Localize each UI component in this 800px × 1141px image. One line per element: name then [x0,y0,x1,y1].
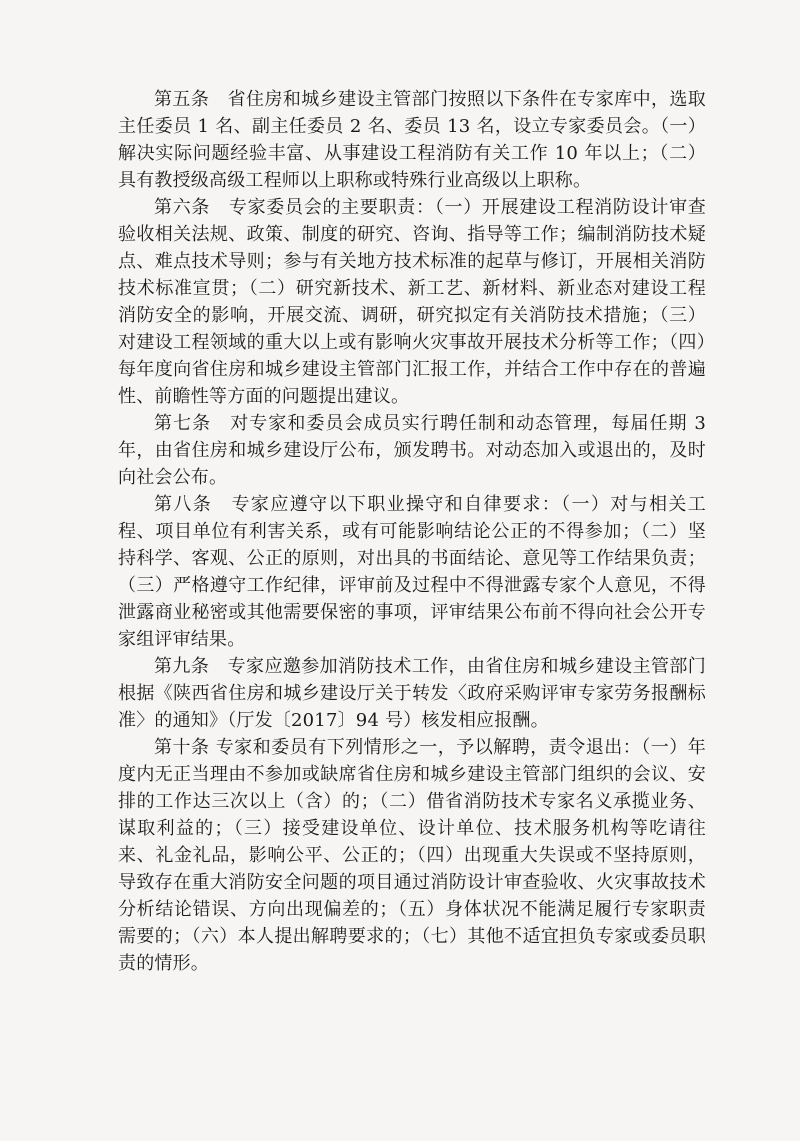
article-8-paragraph: 第八条 专家应遵守以下职业操守和自律要求：（一）对与相关工程、项目单位有利害关系，或有可能影响结论公正的不得参加；（二）坚持科学、客观、公正的原则，对出具的书面结论、意见等工作结果负责；（三）严格遵守工作纪律，评审前及过程中不得泄露专家个人意见，不得泄露商业秘密或其他需要保密的事项，评审结果公布前不得向社会公开专家组评审结果。 [118,494,706,650]
document-body [118,86,712,977]
article-6-paragraph: 第六条 专家委员会的主要职责：（一）开展建设工程消防设计审查验收相关法规、政策、制度的研究、咨询、指导等工作；编制消防技术疑点、难点技术导则；参与有关地方技术标准的起草与修订，开展相关消防技术标准宣贯；（二）研究新技术、新工艺、新材料、新业态对建设工程消防安全的影响，开展交流、调研，研究拟定有关消防技术措施；（三）对建设工程领域的重大以上或有影响火灾事故开展技术分析等工作；（四）每年度向省住房和城乡建设主管部门汇报工作，并结合工作中存在的普遍性、前瞻性等方面的问题提出建议。 [118,197,706,407]
article-9-paragraph: 第九条 专家应邀参加消防技术工作，由省住房和城乡建设主管部门根据《陕西省住房和城乡建设厅关于转发〈政府采购评审专家劳务报酬标准〉的通知》（厅发〔2017〕94 号）核发相应报酬。 [118,656,706,731]
article-7-paragraph: 第七条 对专家和委员会成员实行聘任制和动态管理，每届任期 3 年，由省住房和城乡建设厅公布，颁发聘书。对动态加入或退出的，及时向社会公布。 [118,413,712,488]
article-10-paragraph: 第十条 专家和委员有下列情形之一，予以解聘，责令退出：（一）年度内无正当理由不参加或缺席省住房和城乡建设主管部门组织的会议、安排的工作达三次以上（含）的；（二）借省消防技术专家名义承揽业务、谋取利益的；（三）接受建设单位、设计单位、技术服务机构等吃请往来、礼金礼品，影响公平、公正的；（四）出现重大失误或不坚持原则，导致存在重大消防安全问题的项目通过消防设计审查验收、火灾事故技术分析结论错误、方向出现偏差的；（五）身体状况不能满足履行专家职责需要的；（六）本人提出解聘要求的；（七）其他不适宜担负专家或委员职责的情形。 [118,737,706,974]
article-5-paragraph: 第五条 省住房和城乡建设主管部门按照以下条件在专家库中，选取主任委员 1 名、副主任委员 2 名、委员 13 名，设立专家委员会。（一）解决实际问题经验丰富、从事建设工程消防有关工作 10 年以上；（二）具有教授级高级工程师以上职称或特殊行业高级以上职称。 [118,89,706,191]
